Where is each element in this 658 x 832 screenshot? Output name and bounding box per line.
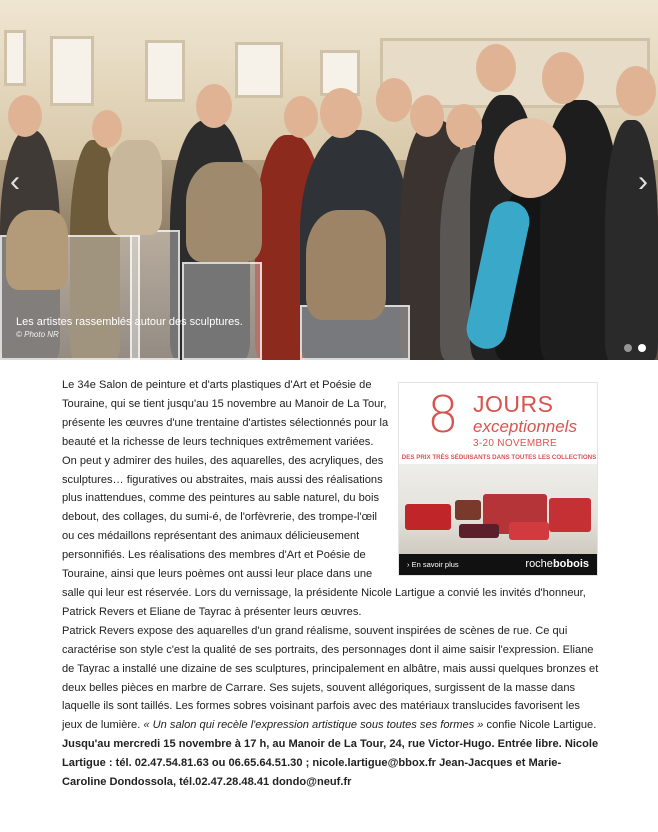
photo-caption [8,311,650,341]
ad-brand-logo-part: bobois [552,558,589,570]
photo-slider[interactable] [0,0,658,360]
ad-headline: JOURS [473,391,554,417]
photo-head [320,88,362,138]
photo-head [494,118,566,198]
slider-pagination [624,344,646,352]
ad-subheadline: exceptionnels [473,417,577,436]
photo-head [376,78,412,122]
article-practical-info: Jusqu'au mercredi 15 novembre à 17 h, au Manoir de La Tour, 24, rue Victor-Hugo. Entrée libre. Nicole Lartigue : tél. 02.47.54.81.63 ou 06.65.64.51.30 ; nicole.lartigue@bbox.fr Jean-Jacques et Marie-Caroline Dondossola, tél.02.47.28.48.41 dondo@neuf.fr [62,738,599,789]
slider-dot[interactable] [624,344,632,352]
photo-head [196,84,232,128]
photo-sculpture [306,210,386,320]
photo-sculpture [6,210,68,290]
slider-prev-arrow[interactable]: ‹ [10,165,20,198]
ad-tagline: DES PRIX TRÈS SÉDUISANTS DANS TOUTES LES COLLECTIONS [401,454,597,461]
photo-artwork-frame [235,42,283,98]
ad-more-link[interactable]: › En savoir plus [407,560,459,569]
photo-head [410,95,444,137]
slider-next-arrow[interactable]: › [638,165,648,198]
photo-head [8,95,42,137]
photo-head [446,104,482,148]
photo-artwork-frame [145,40,185,102]
photo-credit: © Photo NR [16,330,59,339]
article-text: Patrick Revers expose des aquarelles d'un grand réalisme, souvent inspirées de scènes de rue. Ce qui caractérise son style c'est la qualité de ses portraits, des personnages dont il aime saisir l'expression. Eliane de Tayrac a installé une dizaine de ses sculptures, principalement en albâtre, mais aussi quelques bronzes et deux belles pièces en marbre de Carrare. Ses sujets, souvent allégoriques, surgissent de la masse dans laquelle ils sont taillés. Les formes sobres voisinant parfois avec des matériaux translucides favorisent les jeux de lumière. [62,624,599,732]
photo-artwork-frame [4,30,26,86]
ad-space [390,376,600,576]
article-quote: « Un salon qui recèle l'expression artistique sous toutes ses formes » [143,719,484,732]
ad-dates: 3-20 NOVEMBRE [473,438,557,449]
photo-sculpture [108,140,162,235]
ad-number: 8 [427,386,459,444]
photo-head [476,44,516,92]
photo-head [284,96,318,138]
photo-caption-text: Les artistes rassemblés autour des sculptures. [16,316,243,328]
ad-brand-logo-part: roche [525,558,553,570]
article-body [62,376,600,792]
photo-head [616,66,656,116]
photo-artwork-frame [50,36,94,106]
photo-sculpture [186,162,262,262]
photo-head [542,52,584,104]
article-paragraph [62,622,600,735]
article-paragraph: Le 34e Salon de peinture et d'arts plastiques d'Art et Poésie de Touraine, qui se tient jusqu'au 15 novembre au Manoir de La Tour, présente les œuvres d'une trentaine d'artistes sélectionnés pour la beauté et la richesse de leurs techniques extrêmement variées. On peut y admirer des huiles, des aquarelles, des acryliques, des sculptures… figuratives ou abstraites, mais aussi des réalisations plus inattendues, comme des peintures au sable naturel, du bois debout, des collages, du sumi-é, de l'orfèvrerie, des trompe-l'œil ou ces médaillons représentant des animaux délicieusement personnifiés. Les réalisations des membres d'Art et Poésie de Touraine, ainsi que leurs poèmes ont aussi leur place dans une salle qui leur est réservée. Lors du vernissage, la présidente Nicole Lartigue a convié les invités d'honneur, Patrick Revers et Eliane de Tayrac à présenter leurs œuvres. [62,379,586,618]
slider-dot-active[interactable] [638,344,646,352]
article-quote-attribution: confie Nicole Lartigue. [483,719,597,732]
photo-head [92,110,122,148]
